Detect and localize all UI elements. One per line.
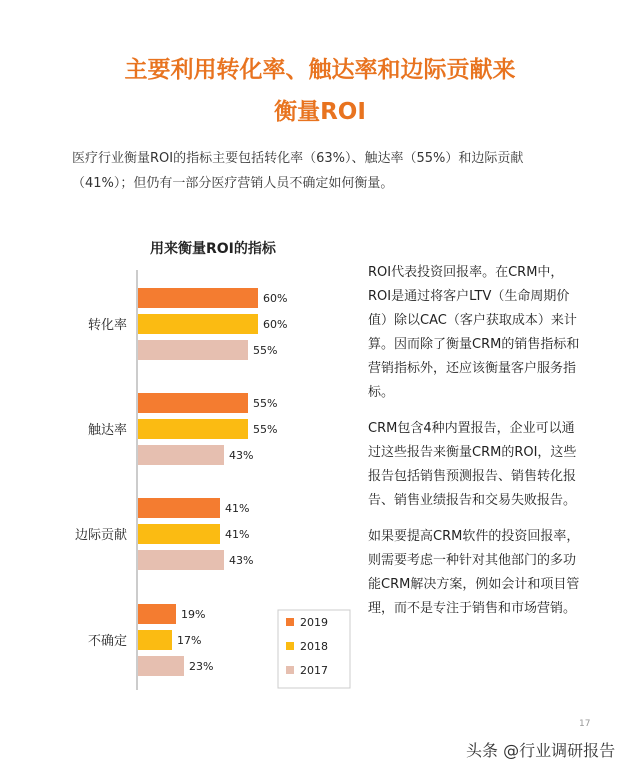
- legend-swatch: [286, 618, 294, 626]
- bar-2018: [138, 314, 258, 334]
- side-paragraph-3: 如果要提高CRM软件的投资回报率，则需要考虑一种针对其他部门的多功能CRM解决方案，例如会计和项目管理，而不是专注于销售和市场营销。: [368, 529, 580, 616]
- intro-paragraph: 医疗行业衡量ROI的指标主要包括转化率（63%）、触达率（55%）和边际贡献（41%）；但仍有一部分医疗营销人员不确定如何衡量。: [72, 151, 524, 191]
- page-number: 17: [579, 719, 591, 729]
- watermark: 头条 @行业调研报告: [466, 741, 616, 760]
- bar-2017: [138, 445, 224, 465]
- data-label: 55%: [253, 397, 278, 410]
- side-paragraph-2: CRM包含4种内置报告，企业可以通过这些报告来衡量CRM的ROI，这些报告包括销售预测报告、销售转化报告、销售业绩报告和交易失败报告。: [368, 421, 577, 508]
- bar-2018: [138, 524, 220, 544]
- category-label: 不确定: [87, 634, 127, 649]
- data-label: 55%: [253, 423, 278, 436]
- bar-2019: [138, 393, 248, 413]
- data-label: 43%: [229, 449, 254, 462]
- legend-label: 2018: [300, 640, 328, 653]
- data-label: 17%: [177, 634, 202, 647]
- bar-2018: [138, 419, 248, 439]
- page-title-line1: 主要利用转化率、触达率和边际贡献来: [124, 57, 516, 83]
- bar-2017: [138, 340, 248, 360]
- chart-title: 用来衡量ROI的指标: [150, 241, 276, 257]
- data-label: 19%: [181, 608, 206, 621]
- legend-swatch: [286, 642, 294, 650]
- category-label: 触达率: [87, 423, 127, 438]
- bar-2019: [138, 498, 220, 518]
- bar-2019: [138, 604, 176, 624]
- data-label: 55%: [253, 344, 278, 357]
- data-label: 23%: [189, 660, 214, 673]
- bar-2017: [138, 656, 184, 676]
- data-label: 43%: [229, 554, 254, 567]
- legend-label: 2017: [300, 664, 328, 677]
- category-label: 转化率: [87, 318, 127, 333]
- side-text: [368, 261, 582, 633]
- side-paragraph-1: ROI代表投资回报率。在CRM中，ROI是通过将客户LTV（生命周期价值）除以CAC（客户获取成本）来计算。因而除了衡量CRM的销售指标和营销指标外，还应该衡量客户服务指标。: [368, 265, 580, 400]
- bar-2018: [138, 630, 172, 650]
- data-label: 60%: [263, 292, 288, 305]
- data-label: 60%: [263, 318, 288, 331]
- legend-swatch: [286, 666, 294, 674]
- page-title-line2: 衡量ROI: [274, 99, 366, 125]
- legend-label: 2019: [300, 616, 328, 629]
- data-label: 41%: [225, 502, 250, 515]
- bar-2017: [138, 550, 224, 570]
- category-label: 边际贡献: [74, 528, 127, 543]
- bar-2019: [138, 288, 258, 308]
- data-label: 41%: [225, 528, 250, 541]
